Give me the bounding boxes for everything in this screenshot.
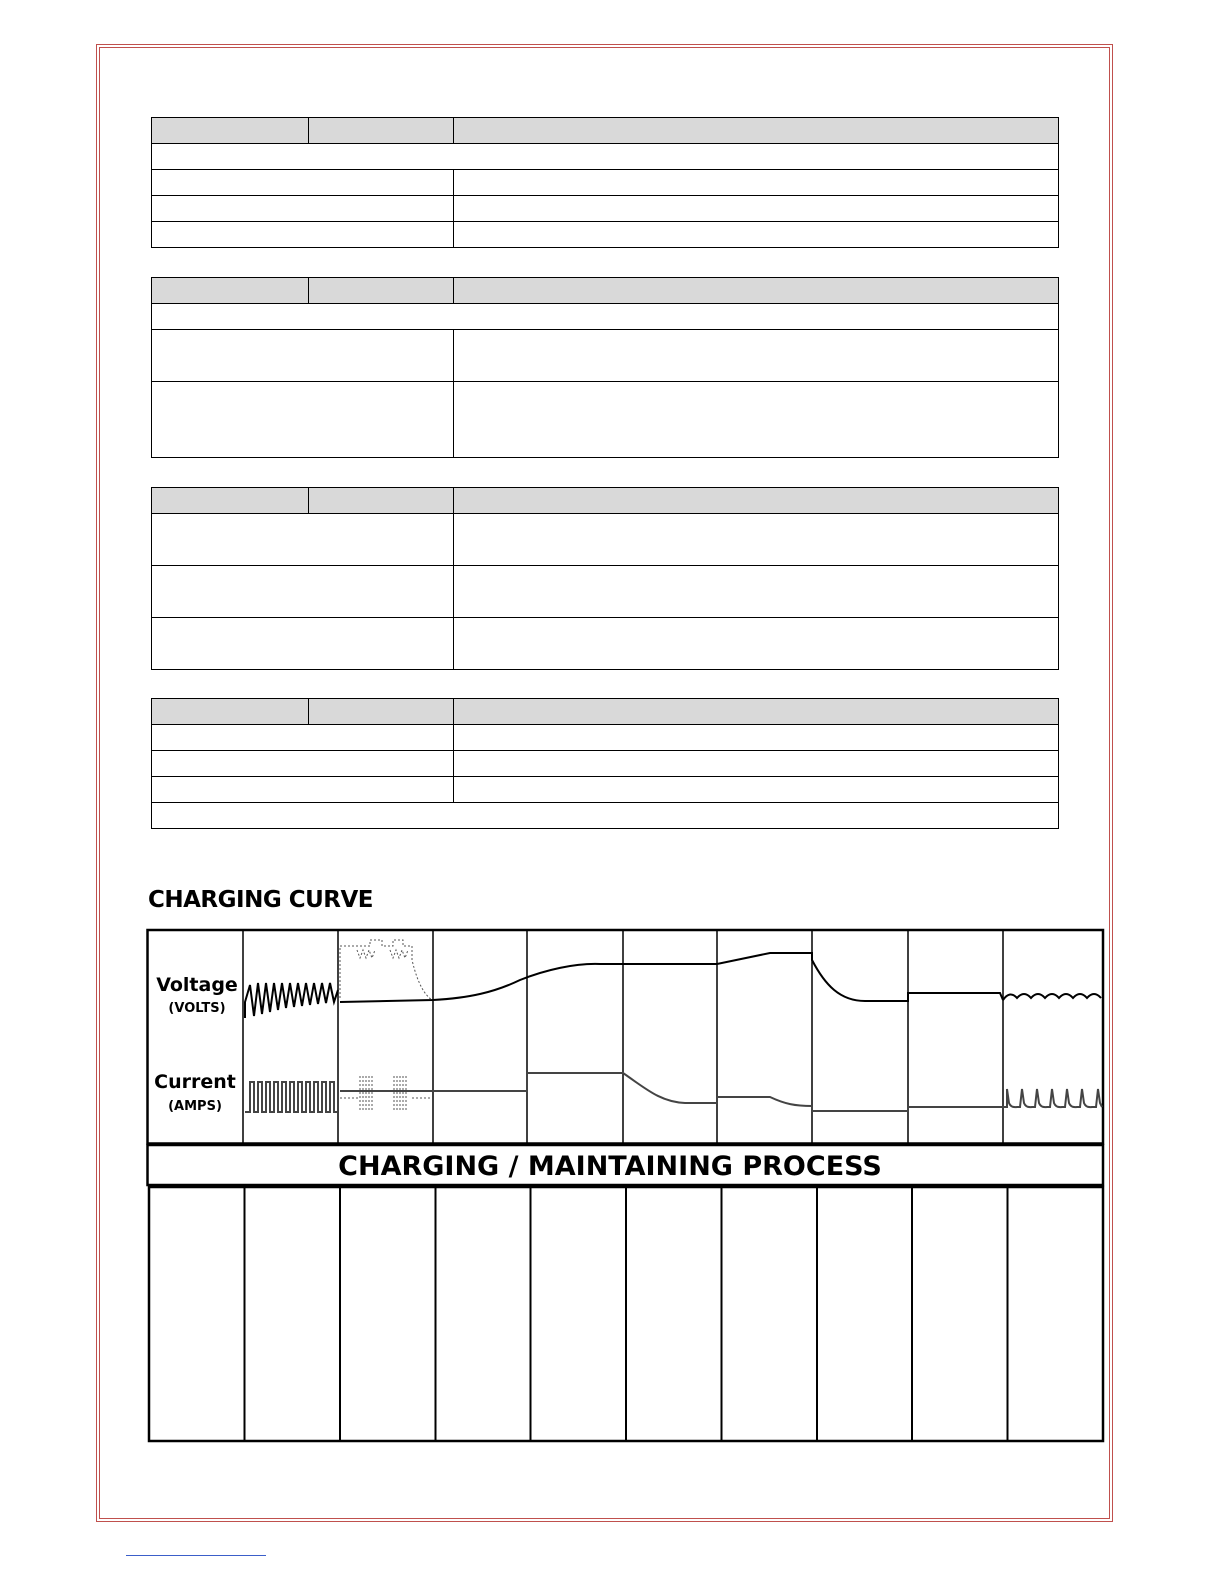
spec-table-4 (151, 698, 1059, 829)
table-row (152, 330, 1059, 382)
current-test-pulses (340, 1076, 432, 1110)
header-cell (309, 278, 454, 304)
table-cell (152, 514, 454, 566)
table-row (152, 196, 1059, 222)
current-label: Current (154, 1071, 236, 1093)
header-cell (152, 278, 309, 304)
dashed-voltage-trace (340, 940, 432, 1000)
table-cell (152, 725, 454, 751)
step-dividers-bottom (245, 1187, 1008, 1441)
charging-curve-diagram (146, 928, 1106, 1444)
table-header-row (152, 278, 1059, 304)
current-maintenance-pulses (1003, 1089, 1102, 1107)
header-cell (309, 118, 454, 144)
process-banner-label: CHARGING / MAINTAINING PROCESS (338, 1151, 882, 1182)
table-cell (454, 618, 1059, 670)
table-row (152, 725, 1059, 751)
voltage-ripple (1003, 994, 1101, 1000)
charging-curve-title: CHARGING CURVE (148, 887, 373, 913)
table-cell (152, 196, 454, 222)
table-cell (454, 222, 1059, 248)
table-cell (454, 382, 1059, 458)
current-main-line (340, 1073, 1003, 1111)
table-cell (454, 196, 1059, 222)
table-cell (454, 514, 1059, 566)
volts-unit-label: (VOLTS) (168, 1001, 226, 1016)
table-row (152, 514, 1059, 566)
spec-table-2 (151, 277, 1059, 458)
table-cell (152, 618, 454, 670)
header-cell (454, 278, 1059, 304)
table-cell (454, 170, 1059, 196)
dashed-voltage-ripple (357, 950, 408, 958)
table-cell (454, 330, 1059, 382)
header-cell (454, 699, 1059, 725)
table-cell (152, 566, 454, 618)
table-row (152, 751, 1059, 777)
table-cell (454, 725, 1059, 751)
header-cell (454, 488, 1059, 514)
voltage-main-line (340, 953, 1003, 1002)
table-row (152, 803, 1059, 829)
table-cell (152, 144, 1059, 170)
table-cell (152, 304, 1059, 330)
voltage-test-pulses (340, 940, 432, 1000)
dashed-current-spikes (360, 1076, 406, 1110)
table-cell (152, 222, 454, 248)
table-row (152, 304, 1059, 330)
table-row (152, 222, 1059, 248)
voltage-label: Voltage (156, 974, 238, 996)
table-cell (152, 330, 454, 382)
table-cell (152, 751, 454, 777)
header-cell (152, 699, 309, 725)
voltage-curve (245, 953, 1101, 1018)
header-cell (152, 488, 309, 514)
voltage-sawtooth (245, 983, 338, 1018)
amps-unit-label: (AMPS) (168, 1099, 222, 1114)
table-cell (454, 777, 1059, 803)
spec-table-1 (151, 117, 1059, 248)
table-cell (454, 751, 1059, 777)
current-curve (245, 1073, 1102, 1112)
footer-link-underline[interactable] (126, 1555, 266, 1556)
table-header-row (152, 118, 1059, 144)
table-row (152, 777, 1059, 803)
spec-table-3 (151, 487, 1059, 670)
table-row (152, 382, 1059, 458)
table-cell (152, 170, 454, 196)
header-cell (454, 118, 1059, 144)
table-header-row (152, 488, 1059, 514)
table-cell (152, 382, 454, 458)
table-header-row (152, 699, 1059, 725)
header-cell (309, 699, 454, 725)
header-cell (309, 488, 454, 514)
table-row (152, 618, 1059, 670)
header-cell (152, 118, 309, 144)
table-row (152, 170, 1059, 196)
table-row (152, 566, 1059, 618)
table-cell (454, 566, 1059, 618)
current-pulses (245, 1082, 337, 1112)
table-cell (152, 777, 454, 803)
table-row (152, 144, 1059, 170)
table-cell (152, 803, 1059, 829)
